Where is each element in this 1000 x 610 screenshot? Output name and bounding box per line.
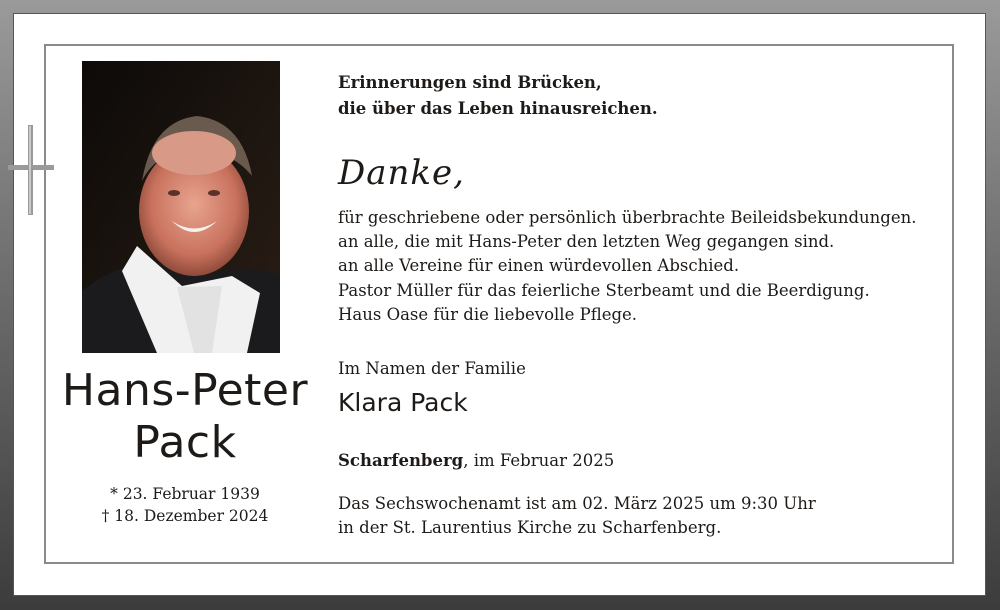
danke-heading: Danke,: [338, 153, 465, 193]
deceased-first-name: Hans-Peter: [61, 365, 309, 416]
place-date: [338, 451, 614, 470]
thanks-line: Haus Oase für die liebevolle Pflege.: [338, 305, 638, 324]
death-date: † 18. Dezember 2024: [101, 507, 269, 525]
thanks-line: an alle Vereine für einen würdevollen Abschied.: [338, 256, 740, 275]
signer-name: Klara Pack: [338, 388, 468, 417]
mass-line-1: Das Sechswochenamt ist am 02. März 2025 um 9:30 Uhr: [338, 494, 816, 513]
deceased-last-name: Pack: [133, 417, 237, 468]
place-name: Scharfenberg: [338, 451, 464, 470]
life-dates: [40, 483, 330, 527]
mass-line-2: in der St. Laurentius Kirche zu Scharfenberg.: [338, 518, 722, 537]
thanks-line: an alle, die mit Hans-Peter den letzten Weg gegangen sind.: [338, 232, 835, 251]
birth-date: * 23. Februar 1939: [110, 485, 260, 503]
date-text: , im Februar 2025: [463, 451, 615, 470]
motto-line-1: Erinnerungen sind Brücken,: [338, 73, 602, 92]
deceased-name-block: [40, 365, 330, 527]
portrait-photo: [82, 61, 280, 353]
motto-line-2: die über das Leben hinausreichen.: [338, 99, 658, 118]
thanks-line: für geschriebene oder persönlich überbrachte Beileidsbekundungen.: [338, 208, 917, 227]
cross-icon: [8, 125, 54, 215]
family-intro: Im Namen der Familie: [338, 359, 526, 378]
thanks-line: Pastor Müller für das feierliche Sterbeamt und die Beerdigung.: [338, 281, 870, 300]
